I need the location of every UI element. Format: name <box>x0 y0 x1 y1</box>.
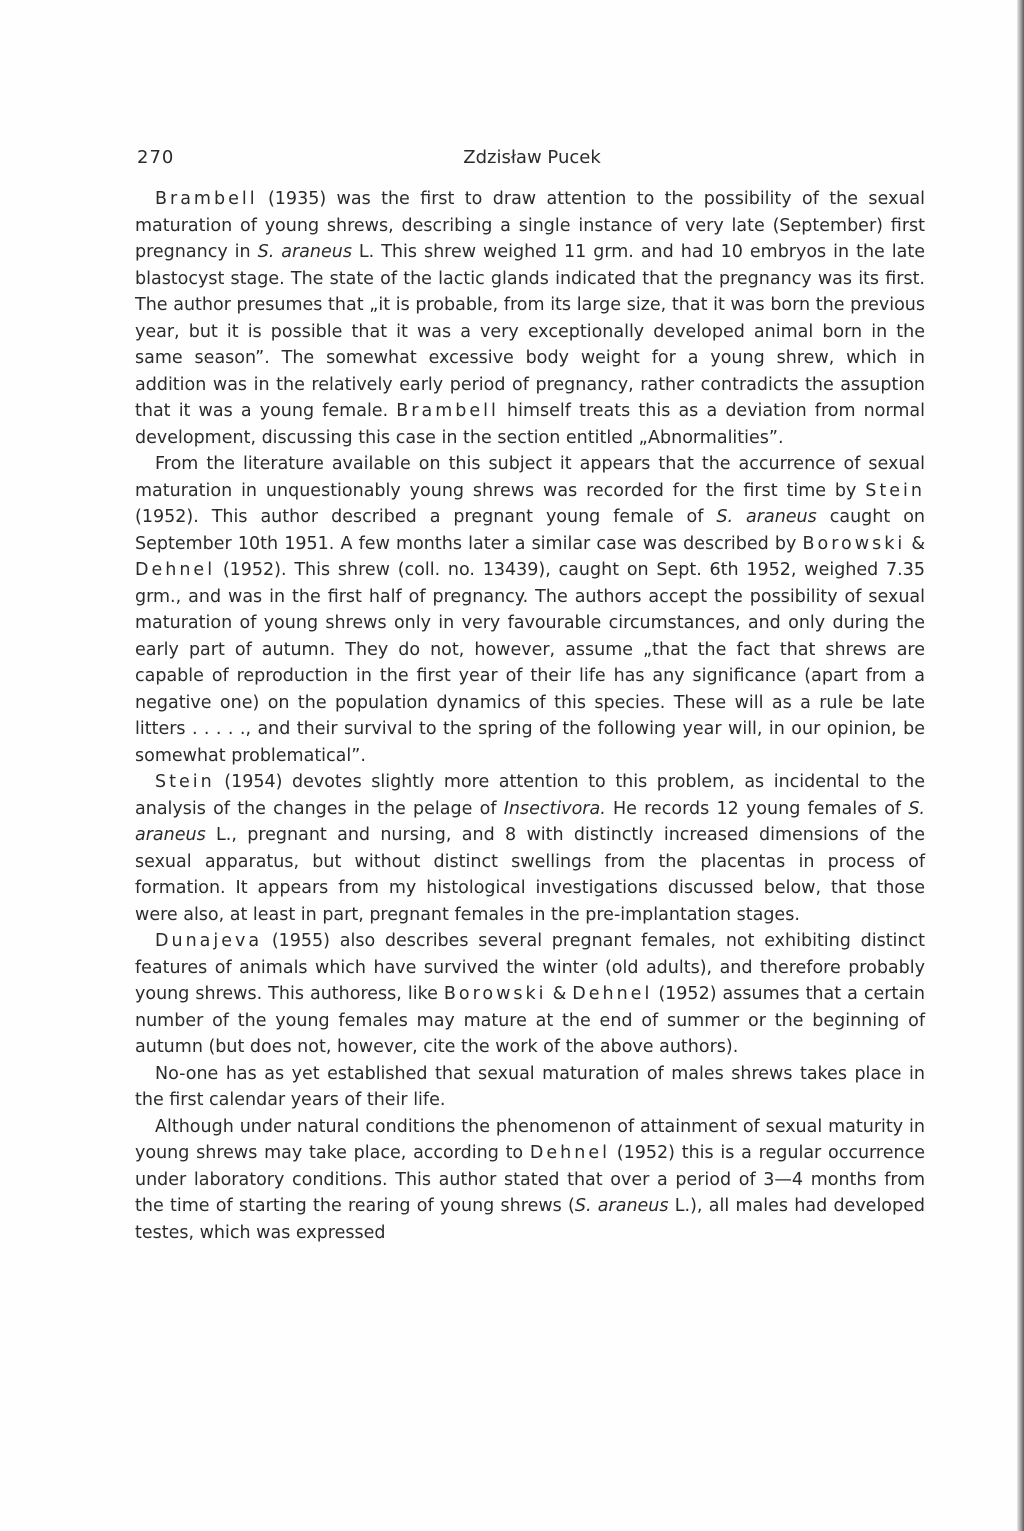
author-name: Dunajeva <box>155 931 263 951</box>
paragraph <box>135 1114 925 1247</box>
text-run: (1952) assumes that a certain number of the young females may mature at the end of summer or the beginning of autumn (but does not, however, cite the work of the above authors). <box>135 984 926 1057</box>
text-run: (1952). This shrew (coll. no. 13439), caught on Sept. 6th 1952, weighed 7.35 grm., and was in the first half of pregnancy. The authors accept the possibility of sexual maturation of young shrews only in very favourable circumstances, and only during the early part of autumn. They do not, however, assume „that the fact that shrews are capable of reproduction in the first year of their life has any significance (apart from a negative one) on the population dynamics of this species. These will as a rule be late litters . . . . ., and their survival to the spring of the following year will, in our opinion, be somewhat problematical”. <box>135 560 925 766</box>
text-run: & <box>546 984 573 1004</box>
text-run: He records 12 young females of <box>605 798 909 819</box>
text-run: (1954) devotes slightly more attention to this problem, as incidental to the analysis of the changes in the pelage of <box>135 772 925 819</box>
paragraph <box>135 928 925 1061</box>
body-text <box>135 186 925 1246</box>
text-run: (1952). This author described a pregnant young female of <box>135 507 717 527</box>
page-number: 270 <box>137 147 175 168</box>
text-run: (1935) was the first to draw attention to the possibility of the sexual maturation of young shrews, describing a single instance of very late (September) first pregnancy in <box>135 189 925 262</box>
author-name: Dehnel <box>572 984 653 1004</box>
author-name: Borowski <box>443 984 547 1004</box>
paragraph <box>135 186 925 451</box>
author-name: Stein <box>155 772 215 792</box>
species-name: S. araneus <box>716 507 817 527</box>
text-run: Although under natural conditions the phenomenon of attainment of sexual maturity in young shrews may take place, according to <box>135 1116 925 1163</box>
text-run: L.), all males had developed testes, which was expressed <box>135 1196 925 1243</box>
text-run: From the literature available on this subject it appears that the accurrence of sexual maturation in unquestionably young shrews was recorded for the first time by <box>135 454 925 501</box>
text-run: (1952) this is a regular occurrence under laboratory conditions. This author stated that over a period of 3—4 months from the time of starting the rearing of young shrews ( <box>135 1143 925 1216</box>
author-name: Brambell <box>155 189 258 209</box>
species-name: Insectivora. <box>503 798 606 819</box>
species-name: S. araneus <box>574 1196 669 1216</box>
page-header <box>137 147 927 177</box>
species-name: S. araneus <box>257 242 352 262</box>
author-name: Brambell <box>396 401 499 421</box>
page-edge-shadow <box>1017 0 1024 1531</box>
author-name: Dehnel <box>529 1143 610 1163</box>
text-run: himself treats this as a deviation from normal development, discussing this case in the section entitled „Abnormalities”. <box>135 401 926 448</box>
author-name: Dehnel <box>135 560 216 580</box>
text-run: No-one has as yet established that sexual maturation of males shrews takes place in the first calendar years of their life. <box>135 1063 925 1110</box>
text-run: (1955) also describes several pregnant females, not exhibiting distinct features of animals which have survived the winter (old adults), and therefore probably young shrews. This authoress, like <box>135 931 925 1004</box>
paragraph <box>135 451 925 769</box>
paragraph <box>135 1061 925 1114</box>
species-name: S. araneus <box>135 798 925 845</box>
author-name: Borowski <box>802 533 906 554</box>
text-run: caught on September 10th 1951. A few months later a similar case was described by <box>135 507 925 554</box>
text-run: & <box>905 533 925 554</box>
text-run: L., pregnant and nursing, and 8 with distinctly increased dimensions of the sexual apparatus, but without distinct swellings from the placentas in process of formation. It appears from my histological investigations discussed below, that those were also, at least in part, pregnant females in the pre-implantation stages. <box>135 825 925 925</box>
author-name: Stein <box>865 480 925 501</box>
paragraph <box>135 769 925 928</box>
running-head: Zdzisław Pucek <box>463 147 601 168</box>
text-run: L. This shrew weighed 11 grm. and had 10 embryos in the late blastocyst stage. The state of the lactic glands indicated that the pregnancy was its first. The author presumes that „it is probable, from its large size, that it was born the previous year, but it is possible that it was a very exceptionally developed animal born in the same season”. The somewhat excessive body weight for a young shrew, which in addition was in the relatively early period of pregnancy, rather contradicts the assuption that it was a young female. <box>135 242 925 421</box>
